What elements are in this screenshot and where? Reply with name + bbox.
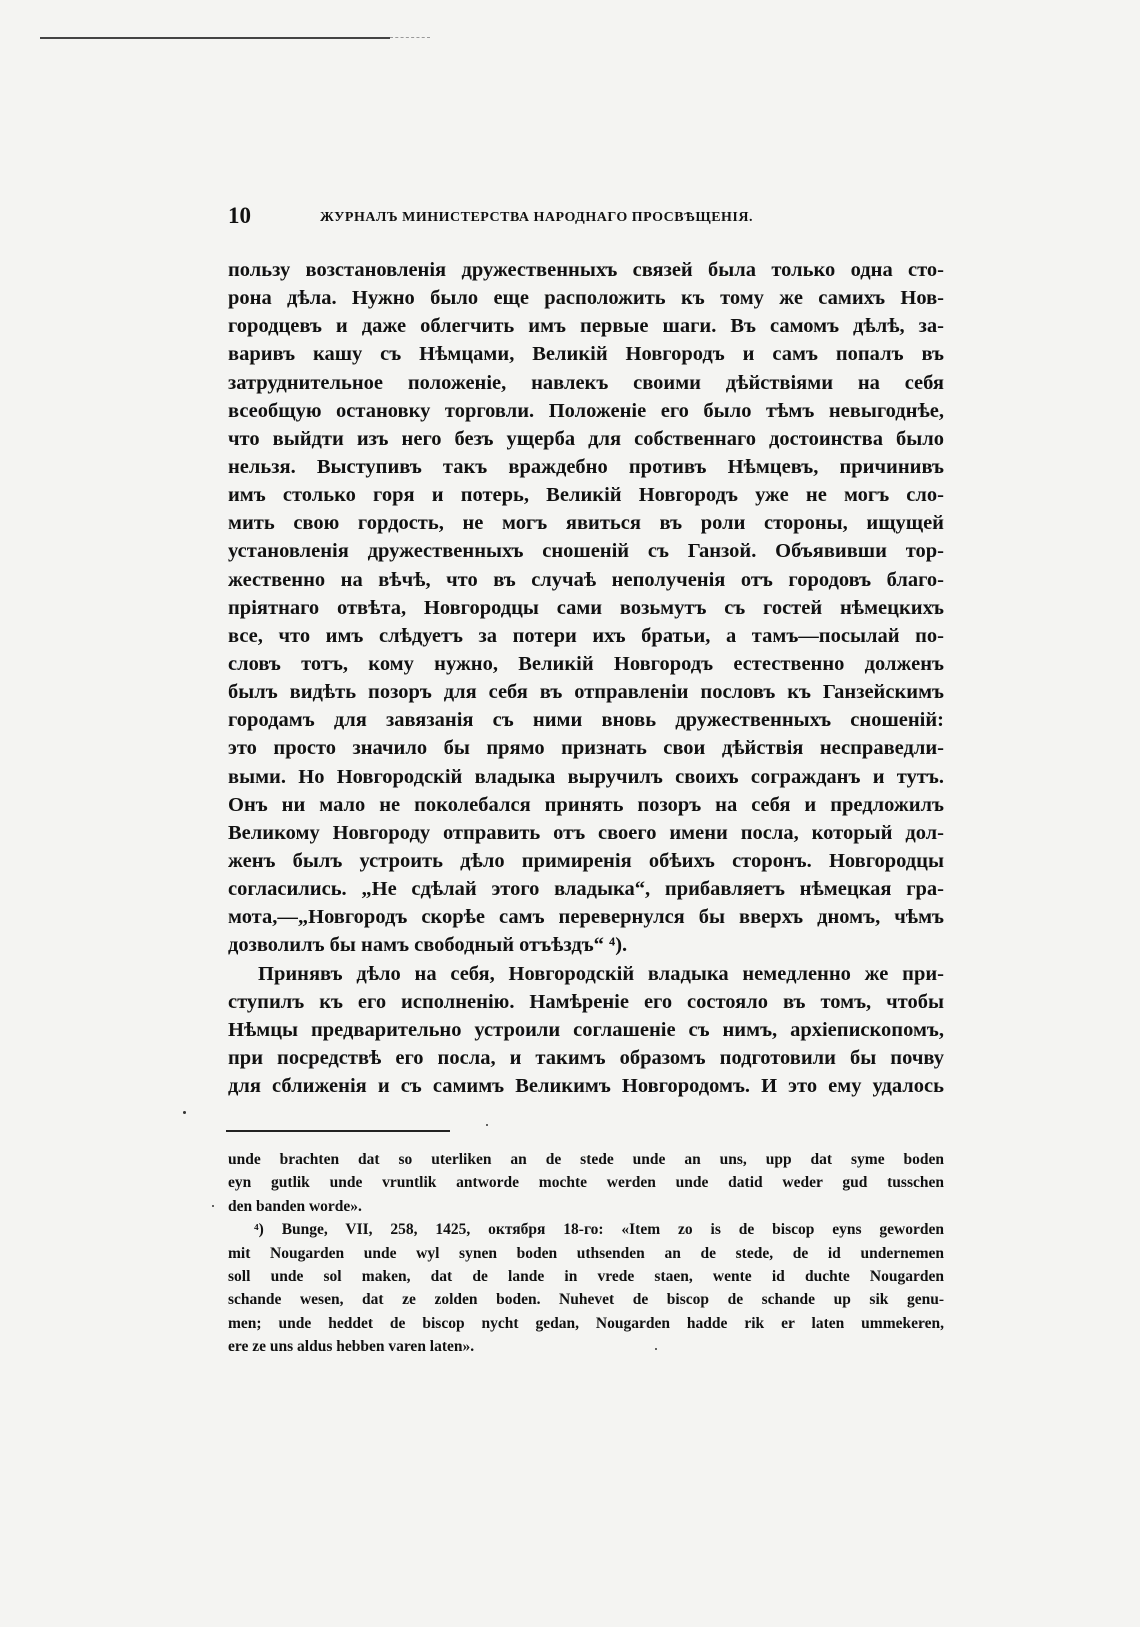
page-number: 10 (228, 203, 251, 228)
body-line: что выйдти изъ него безъ ущерба для собственнаго достоинства было (228, 427, 944, 450)
footnote-line: schande wesen, dat ze zolden boden. Nuhevet de biscop de schande up sik genu- (228, 1291, 944, 1309)
top-edge-rule-faint (390, 37, 430, 38)
top-edge-rule (40, 37, 390, 39)
body-line: женъ былъ устроить дѣло примиренія обѣихъ сторонъ. Новгородцы (228, 849, 944, 872)
body-line: городамъ для завязанія съ ними вновь дружественныхъ сношеній: (228, 709, 944, 732)
footnote-line: men; unde heddet de biscop nycht gedan, Nougarden hadde rik er laten ummekeren, (228, 1314, 944, 1332)
footnotes (228, 1148, 944, 1359)
body-line: затруднительное положеніе, навлекъ своими дѣйствіями на себя (228, 371, 944, 394)
body-line: городцевъ и даже облегчить имъ первые шаги. Въ самомъ дѣлѣ, за- (228, 315, 944, 338)
footnote-line: eyn gutlik unde vruntlik antworde mochte werden unde datid weder gud tusschen (228, 1174, 944, 1192)
body-line: согласились. „Не сдѣлай этого владыка“, прибавляетъ нѣмецкая гра- (228, 878, 944, 901)
footnote-line: mit Nougarden unde wyl synen boden uthsenden an de stede, de id undernemen (228, 1244, 944, 1262)
footnote-line: soll unde sol maken, dat de lande in vrede staen, wente id duchte Nougarden (228, 1267, 944, 1285)
footnote-separator (226, 1130, 450, 1132)
scan-speck (655, 1348, 657, 1350)
body-line: при посредствѣ его посла, и такимъ образомъ подготовили бы почву (228, 1046, 944, 1069)
scan-speck (212, 1205, 214, 1207)
body-line: это просто значило бы прямо признать свои дѣйствія несправедли- (228, 737, 944, 760)
body-line: пользу возстановленія дружественныхъ связей была только одна сто- (228, 259, 944, 281)
body-line: словъ тотъ, кому нужно, Великій Новгородъ естественно долженъ (228, 652, 944, 675)
body-line: имъ столько горя и потерь, Великій Новгородъ уже не могъ сло- (228, 484, 944, 507)
footnote-line: ere ze uns aldus hebben varen laten». (228, 1338, 475, 1356)
body-line: пріятнаго отвѣта, Новгородцы сами возьмутъ съ гостей нѣмецкихъ (228, 596, 944, 619)
footnote-line: den banden worde». (228, 1197, 362, 1215)
body-line: нельзя. Выступивъ такъ враждебно противъ Нѣмцевъ, причинивъ (228, 455, 944, 478)
body-line: былъ видѣть позоръ для себя въ отправленіи пословъ къ Ганзейскимъ (228, 681, 944, 704)
body-line: мота,—„Новгородъ скорѣе самъ перевернулся бы вверхъ дномъ, чѣмъ (228, 906, 944, 929)
body-line: рона дѣла. Нужно было еще расположить къ тому же самихъ Нов- (228, 287, 944, 310)
body-line: Нѣмцы предварительно устроили соглашеніе съ нимъ, архіепископомъ, (228, 1018, 944, 1041)
footnote-line: unde brachten dat so uterliken an de stede unde an uns, upp dat syme boden (228, 1151, 944, 1168)
running-head (228, 203, 838, 237)
body-line: для сближенія и съ самимъ Великимъ Новгородомъ. И это ему удалось (228, 1075, 944, 1098)
body-line: варивъ кашу съ Нѣмцами, Великій Новгородъ и самъ попалъ въ (228, 343, 944, 366)
body-line: дозволилъ бы намъ свободный отъѣздъ“ ⁴). (228, 934, 628, 957)
body-line: установленія дружественныхъ сношеній съ Ганзой. Объявивши тор- (228, 540, 944, 563)
body-line: Принявъ дѣло на себя, Новгородскій владыка немедленно же при- (258, 962, 944, 985)
scan-speck (486, 1124, 488, 1126)
scan-speck (183, 1111, 186, 1114)
body-line: все, что имъ слѣдуетъ за потери ихъ братьи, а тамъ—посылай по- (228, 624, 944, 647)
body-line: Великому Новгороду отправить отъ своего имени посла, который дол- (228, 821, 944, 844)
body-line: жественно на вѣчѣ, что въ случаѣ неполученія отъ городовъ благо- (228, 568, 944, 591)
journal-title: ЖУРНАЛЪ МИНИСТЕРСТВА НАРОДНАГО ПРОСВѢЩЕНІЯ. (320, 210, 753, 225)
body-line: Онъ ни мало не поколебался принять позоръ на себя и предложилъ (228, 793, 944, 816)
body-line: мить свою гордость, не могъ явиться въ роли стороны, ищущей (228, 512, 944, 535)
body-text (228, 256, 944, 1100)
body-line: всеобщую остановку торговли. Положеніе его было тѣмъ невыгоднѣе, (228, 399, 944, 422)
body-line: выми. Но Новгородскій владыка выручилъ своихъ согражданъ и тутъ. (228, 765, 944, 788)
footnote-line: ⁴) Bunge, VII, 258, 1425, октября 18-го: «Item zo is de biscop eyns geworden (254, 1221, 944, 1239)
body-line: ступилъ къ его исполненію. Намѣреніе его состояло въ томъ, чтобы (228, 990, 944, 1013)
